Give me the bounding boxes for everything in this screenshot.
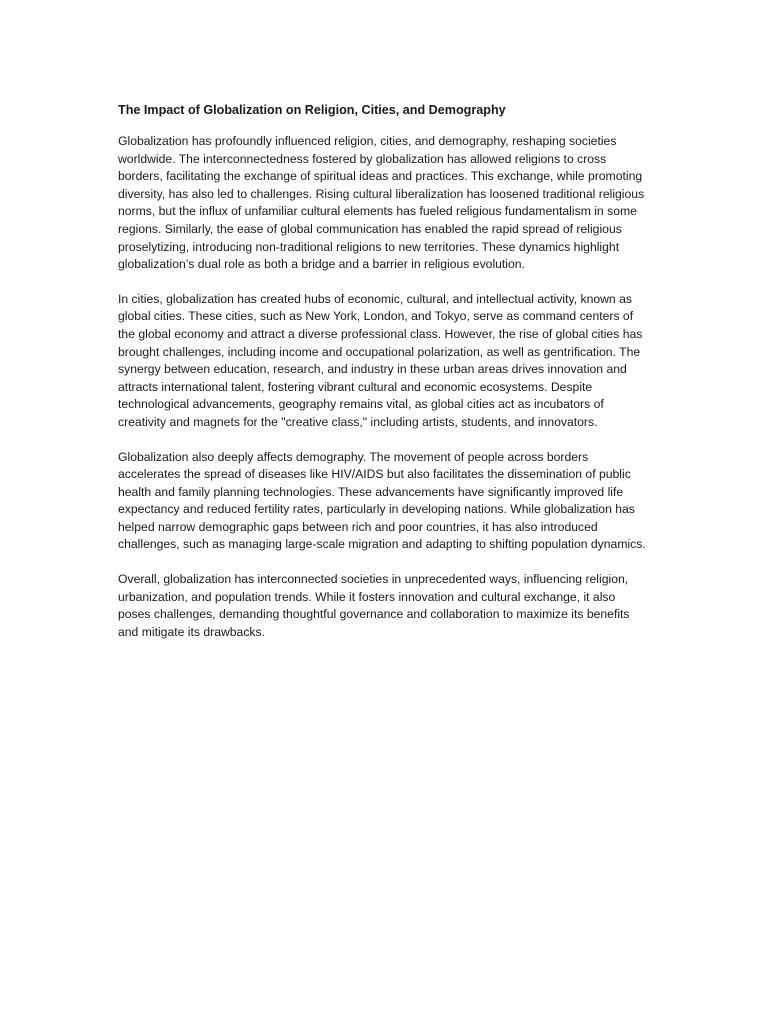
paragraph-cities: In cities, globalization has created hubs of economic, cultural, and intellectual activity, known as global cities. These cities, such as New York, London, and Tokyo, serve as command centers of the global economy and attract a diverse professional class. However, the rise of global cities has brought challenges, including income and occupational polarization, as well as gentrification. The synergy between education, research, and industry in these urban areas drives innovation and attracts international talent, fostering vibrant cultural and economic ecosystems. Despite technological advancements, geography remains vital, as global cities act as incubators of creativity and magnets for the "creative class," including artists, students, and innovators. [118, 291, 643, 429]
paragraph-demography: Globalization also deeply affects demography. The movement of people across borders accelerates the spread of diseases like HIV/AIDS but also facilitates the dissemination of public health and family planning technologies. These advancements have significantly improved life expectancy and reduced fertility rates, particularly in developing nations. While globalization has helped narrow demographic gaps between rich and poor countries, it has also introduced challenges, such as managing large-scale migration and adapting to shifting population dynamics. [118, 449, 646, 552]
document-title: The Impact of Globalization on Religion, Cities, and Demography [118, 103, 506, 117]
paragraph-conclusion: Overall, globalization has interconnected societies in unprecedented ways, influencing religion, urbanization, and population trends. While it fosters innovation and cultural exchange, it also poses challenges, demanding thoughtful governance and collaboration to maximize its benefits and mitigate its drawbacks. [118, 572, 630, 639]
document-body [118, 101, 650, 658]
paragraph-religion: Globalization has profoundly influenced religion, cities, and demography, reshaping societies worldwide. The interconnectedness fostered by globalization has allowed religions to cross borders, facilitating the exchange of spiritual ideas and practices. This exchange, while promoting diversity, has also led to challenges. Rising cultural liberalization has loosened traditional religious norms, but the influx of unfamiliar cultural elements has fueled religious fundamentalism in some regions. Similarly, the ease of global communication has enabled the rapid spread of religious proselytizing, introducing non-traditional religions to new territories. These dynamics highlight globalization’s dual role as both a bridge and a barrier in religious evolution. [118, 134, 645, 272]
